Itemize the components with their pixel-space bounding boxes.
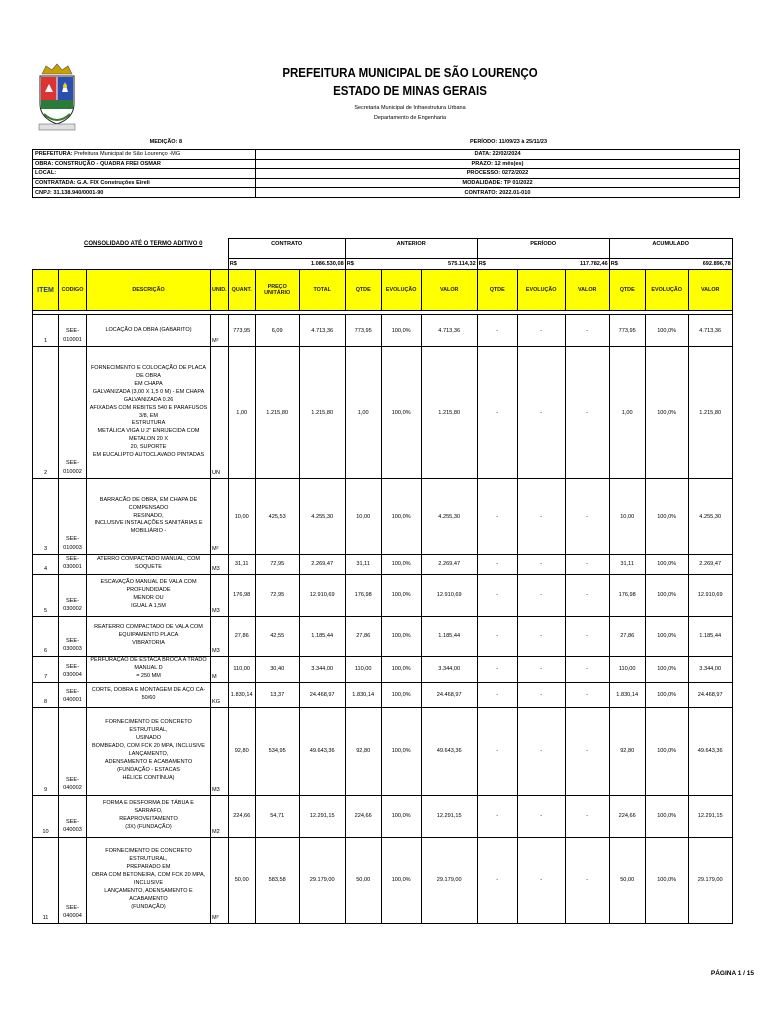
cell-codigo: SEE- 040004 [59,837,87,923]
cell-quant: 1.830,14 [228,682,255,707]
cell-acumulado-valor: 4.255,30 [688,479,732,555]
cell-total: 12.291,15 [299,795,345,837]
cell-descricao: LOCAÇÃO DA OBRA (GABARITO) [87,315,211,347]
cell-anterior-valor: 2.269,47 [421,555,477,575]
col-header-anterior-evolucao: EVOLUÇÃO [381,270,421,311]
cell-acumulado-qtde: 31,11 [609,555,645,575]
cell-unid: M [211,656,229,682]
cell-codigo: SEE- 010002 [59,347,87,479]
cell-total: 2.269,47 [299,555,345,575]
cell-codigo: SEE- 040001 [59,682,87,707]
col-header-codigo: CODIGO [59,270,87,311]
contrato-cell: CONTRATO: 2022.01-010 [256,188,740,198]
cell-acumulado-valor: 3.344,00 [688,656,732,682]
cell-quant: 1,00 [228,347,255,479]
cell-periodo-qtde: - [477,616,517,656]
group-anterior: ANTERIOR [345,239,477,259]
data-cell: DATA: 22/02/2024 [256,150,740,160]
modalidade-cell: MODALIDADE: TP 01/2022 [256,178,740,188]
cell-anterior-qtde: 1,00 [345,347,381,479]
group-periodo: PERÍODO [477,239,609,259]
cell-periodo-evolucao: - [517,656,565,682]
cell-total: 4.713,36 [299,315,345,347]
col-header-descricao: DESCRIÇÃO [87,270,211,311]
cell-item: 6 [33,616,59,656]
cell-anterior-evolucao: 100,0% [381,347,421,479]
cell-descricao: BARRACÃO DE OBRA, EM CHAPA DE COMPENSADO RESINADO, INCLUSIVE INSTALAÇÕES SANITÁRIAS E MOBILIÁRIO - [87,479,211,555]
cell-item: 11 [33,837,59,923]
cell-periodo-qtde: - [477,682,517,707]
cell-acumulado-evolucao: 100,0% [645,555,688,575]
cell-acumulado-evolucao: 100,0% [645,795,688,837]
cell-descricao: REATERRO COMPACTADO DE VALA COM EQUIPAMENTO PLACA VIBRATORIA [87,616,211,656]
cell-descricao: PERFURAÇÃO DE ESTACA BROCA A TRADO MANUAL D = 250 MM [87,656,211,682]
cell-acumulado-evolucao: 100,0% [645,682,688,707]
cell-descricao: ESCAVAÇÃO MANUAL DE VALA COM PROFUNDIDADE MENOR OU IGUAL A 1,5M [87,574,211,616]
cell-unid: KG [211,682,229,707]
cell-periodo-evolucao: - [517,574,565,616]
cell-preco-unitario: 1.215,80 [255,347,299,479]
cell-preco-unitario: 425,53 [255,479,299,555]
cell-periodo-valor: - [565,315,609,347]
cell-anterior-valor: 29.179,00 [421,837,477,923]
cell-acumulado-evolucao: 100,0% [645,707,688,795]
cell-quant: 10,00 [228,479,255,555]
cell-descricao: ATERRO COMPACTADO MANUAL, COM SOQUETE [87,555,211,575]
cell-periodo-evolucao: - [517,682,565,707]
total-contrato-currency: R$ [228,259,255,270]
cell-item: 3 [33,479,59,555]
col-header-anterior-qtde: QTDE [345,270,381,311]
cell-periodo-valor: - [565,795,609,837]
cell-item: 2 [33,347,59,479]
cell-item: 5 [33,574,59,616]
cell-preco-unitario: 42,55 [255,616,299,656]
table-row [33,616,733,656]
cell-anterior-qtde: 31,11 [345,555,381,575]
cell-codigo: SEE- 010001 [59,315,87,347]
cell-quant: 27,86 [228,616,255,656]
cell-periodo-valor: - [565,616,609,656]
table-row [33,555,733,575]
cell-acumulado-qtde: 92,80 [609,707,645,795]
table-row [33,347,733,479]
medicao-label: MEDIÇÃO: 8 [149,139,182,145]
cell-total: 1.215,80 [299,347,345,479]
col-header-acumulado-qtde: QTDE [609,270,645,311]
col-header-preco-unitario: PREÇO UNITÁRIO [255,270,299,311]
cell-acumulado-qtde: 50,00 [609,837,645,923]
cell-descricao: CORTE, DOBRA E MONTAGEM DE AÇO CA-50/60 [87,682,211,707]
cell-acumulado-qtde: 1.830,14 [609,682,645,707]
cell-periodo-qtde: - [477,574,517,616]
cell-unid: M² [211,315,229,347]
cell-acumulado-qtde: 10,00 [609,479,645,555]
cell-codigo: SEE- 010003 [59,479,87,555]
cell-item: 4 [33,555,59,575]
cell-total: 49.643,36 [299,707,345,795]
cell-periodo-qtde: - [477,347,517,479]
col-header-acumulado-evolucao: EVOLUÇÃO [645,270,688,311]
total-periodo-currency: R$ [477,259,517,270]
cell-acumulado-evolucao: 100,0% [645,574,688,616]
table-row [33,707,733,795]
col-header-periodo-valor: VALOR [565,270,609,311]
header-title-estado: ESTADO DE MINAS GERAIS [333,84,487,98]
col-header-acumulado-valor: VALOR [688,270,732,311]
col-header-anterior-valor: VALOR [421,270,477,311]
cell-acumulado-evolucao: 100,0% [645,616,688,656]
cell-periodo-evolucao: - [517,479,565,555]
cell-codigo: SEE- 030001 [59,555,87,575]
cell-descricao: FORNECIMENTO DE CONCRETO ESTRUTURAL, USINADO BOMBEADO, COM FCK 20 MPA, INCLUSIVE LANÇAMENTO, ADENSAMENTO E ACABAMENTO (FUNDAÇÃO - ESTACAS HÉLICE CONTÍNUA) [87,707,211,795]
cell-periodo-valor: - [565,479,609,555]
cell-anterior-qtde: 224,66 [345,795,381,837]
table-row [33,656,733,682]
cell-item: 9 [33,707,59,795]
cell-periodo-evolucao: - [517,555,565,575]
cell-periodo-qtde: - [477,656,517,682]
col-header-unid: UNID. [211,270,229,311]
cell-quant: 773,95 [228,315,255,347]
cell-anterior-evolucao: 100,0% [381,682,421,707]
cell-periodo-evolucao: - [517,347,565,479]
cell-periodo-qtde: - [477,707,517,795]
cell-acumulado-valor: 12.910,69 [688,574,732,616]
table-row [33,574,733,616]
cell-preco-unitario: 30,40 [255,656,299,682]
cell-anterior-evolucao: 100,0% [381,555,421,575]
cell-periodo-qtde: - [477,479,517,555]
obra-cell: OBRA: CONSTRUÇÃO - QUADRA FREI OSMAR [33,159,256,169]
cell-anterior-qtde: 176,98 [345,574,381,616]
consolidado-label: CONSOLIDADO ATÉ O TERMO ADITIVO 0 [84,241,203,247]
header-secretaria: Secretaria Municipal de Infraestrutura Urbana [354,105,466,111]
cell-quant: 31,11 [228,555,255,575]
cell-periodo-valor: - [565,682,609,707]
prazo-cell: PRAZO: 12 mês(es) [256,159,740,169]
cell-anterior-qtde: 92,80 [345,707,381,795]
cell-periodo-valor: - [565,656,609,682]
cell-anterior-valor: 1.215,80 [421,347,477,479]
cell-item: 10 [33,795,59,837]
cell-acumulado-valor: 1.215,80 [688,347,732,479]
col-header-item: ITEM [33,270,59,311]
cell-acumulado-qtde: 773,95 [609,315,645,347]
cell-anterior-evolucao: 100,0% [381,837,421,923]
cell-quant: 224,66 [228,795,255,837]
cell-periodo-valor: - [565,837,609,923]
cell-unid: M3 [211,555,229,575]
cell-periodo-evolucao: - [517,707,565,795]
cell-anterior-evolucao: 100,0% [381,707,421,795]
cell-acumulado-valor: 2.269,47 [688,555,732,575]
total-contrato: 1.086.530,08 [255,259,345,270]
processo-cell: PROCESSO: 0272/2022 [256,169,740,179]
cell-acumulado-evolucao: 100,0% [645,656,688,682]
column-header-row [33,270,733,311]
table-row [33,315,733,347]
cell-item: 1 [33,315,59,347]
cell-acumulado-valor: 49.643,36 [688,707,732,795]
cell-anterior-qtde: 10,00 [345,479,381,555]
cell-unid: M³ [211,837,229,923]
cell-unid: UN [211,347,229,479]
cell-acumulado-qtde: 176,98 [609,574,645,616]
measurement-table [32,238,733,924]
cell-quant: 50,00 [228,837,255,923]
cell-total: 12.910,69 [299,574,345,616]
cell-descricao: FORNECIMENTO DE CONCRETO ESTRUTURAL, PREPARADO EM OBRA COM BETONEIRA, COM FCK 20 MPA, INCLUSIVE LANÇAMENTO, ADENSAMENTO E ACABAMENTO (FUNDAÇÃO) [87,837,211,923]
group-contrato: CONTRATO [228,239,345,259]
cell-anterior-valor: 4.255,30 [421,479,477,555]
cell-preco-unitario: 54,71 [255,795,299,837]
cell-periodo-evolucao: - [517,795,565,837]
cell-anterior-valor: 24.468,97 [421,682,477,707]
table-row [33,795,733,837]
cell-anterior-qtde: 50,00 [345,837,381,923]
cell-periodo-valor: - [565,347,609,479]
cell-periodo-qtde: - [477,555,517,575]
cell-acumulado-valor: 29.179,00 [688,837,732,923]
cell-acumulado-evolucao: 100,0% [645,837,688,923]
group-acumulado: ACUMULADO [609,239,732,259]
cell-anterior-qtde: 773,95 [345,315,381,347]
cell-acumulado-valor: 1.185,44 [688,616,732,656]
cell-anterior-evolucao: 100,0% [381,479,421,555]
cell-acumulado-evolucao: 100,0% [645,315,688,347]
total-spacer [33,259,229,270]
cell-periodo-valor: - [565,707,609,795]
cell-codigo: SEE- 040002 [59,707,87,795]
cell-codigo: SEE- 040003 [59,795,87,837]
cell-quant: 110,00 [228,656,255,682]
municipal-coat-of-arms [36,62,78,132]
cell-periodo-qtde: - [477,315,517,347]
cell-anterior-evolucao: 100,0% [381,315,421,347]
cell-quant: 176,98 [228,574,255,616]
cell-anterior-qtde: 1.830,14 [345,682,381,707]
total-acumulado-currency: R$ [609,259,645,270]
cell-acumulado-qtde: 110,00 [609,656,645,682]
cell-acumulado-qtde: 27,86 [609,616,645,656]
header-departamento: Departamento de Engenharia [373,115,447,121]
col-header-total: TOTAL [299,270,345,311]
cell-periodo-valor: - [565,574,609,616]
cell-periodo-valor: - [565,555,609,575]
cell-descricao: FORMA E DESFORMA DE TÁBUA E SARRAFO, REAPROVEITAMENTO (3X) (FUNDAÇÃO) [87,795,211,837]
total-anterior-currency: R$ [345,259,381,270]
cell-periodo-qtde: - [477,837,517,923]
periodo-label: PERÍODO: 11/09/23 à 25/11/23 [470,139,548,145]
cell-periodo-qtde: - [477,795,517,837]
cell-preco-unitario: 534,95 [255,707,299,795]
col-header-periodo-qtde: QTDE [477,270,517,311]
page-number: PÁGINA 1 / 15 [710,970,754,977]
cell-preco-unitario: 13,37 [255,682,299,707]
cell-acumulado-valor: 24.468,97 [688,682,732,707]
cell-anterior-qtde: 110,00 [345,656,381,682]
cell-total: 1.185,44 [299,616,345,656]
cell-total: 24.468,97 [299,682,345,707]
cell-unid: M3 [211,707,229,795]
cell-preco-unitario: 6,09 [255,315,299,347]
cell-anterior-qtde: 27,86 [345,616,381,656]
cell-anterior-valor: 12.910,69 [421,574,477,616]
cell-anterior-valor: 3.344,00 [421,656,477,682]
cell-quant: 92,80 [228,707,255,795]
prefeitura-cell: PREFEITURA: Prefeitura Municipal de São Lourenço -MG [33,150,256,160]
table-row [33,479,733,555]
cell-descricao: FORNECIMENTO E COLOCAÇÃO DE PLACA DE OBRA EM CHAPA GALVANIZADA (3,00 X 1,5 0 M) - EM CHAPA GALVANIZADA 0.26 AFIXADAS COM REBITES 540 E PARAFUSOS 3/8, EM ESTRUTURA METÁLICA VIGA U 2" ENRIJECIDA COM METALON 20 X 20, SUPORTE EM EUCALIPTO AUTOCLAVADO PINTADAS [87,347,211,479]
cell-preco-unitario: 583,58 [255,837,299,923]
col-header-periodo-evolucao: EVOLUÇÃO [517,270,565,311]
total-periodo: 117.782,46 [517,259,609,270]
group-spacer [33,239,229,259]
cell-unid: M3 [211,574,229,616]
cell-anterior-valor: 12.291,15 [421,795,477,837]
cell-anterior-valor: 1.185,44 [421,616,477,656]
cell-acumulado-evolucao: 100,0% [645,479,688,555]
cnpj-cell: CNPJ: 31.138.940/0001-90 [33,188,256,198]
cell-preco-unitario: 72,95 [255,574,299,616]
cell-total: 29.179,00 [299,837,345,923]
total-acumulado: 692.896,78 [645,259,732,270]
header-title-prefeitura: PREFEITURA MUNICIPAL DE SÃO LOURENÇO [282,66,538,80]
cell-total: 4.255,30 [299,479,345,555]
cell-item: 7 [33,656,59,682]
cell-unid: M2 [211,795,229,837]
col-header-quant: QUANT. [228,270,255,311]
cell-total: 3.344,00 [299,656,345,682]
contratada-cell: CONTRATADA: G.A. FIX Construções Eireli [33,178,256,188]
cell-acumulado-valor: 4.713,36 [688,315,732,347]
cell-codigo: SEE- 030004 [59,656,87,682]
cell-periodo-evolucao: - [517,616,565,656]
cell-anterior-valor: 4.713,36 [421,315,477,347]
cell-unid: M3 [211,616,229,656]
cell-anterior-evolucao: 100,0% [381,616,421,656]
cell-periodo-evolucao: - [517,837,565,923]
table-row [33,682,733,707]
local-cell: LOCAL: [33,169,256,179]
cell-anterior-evolucao: 100,0% [381,574,421,616]
cell-codigo: SEE- 030002 [59,574,87,616]
cell-acumulado-evolucao: 100,0% [645,347,688,479]
cell-codigo: SEE- 030003 [59,616,87,656]
cell-acumulado-qtde: 224,66 [609,795,645,837]
cell-anterior-valor: 49.643,36 [421,707,477,795]
contract-info-table [32,149,740,198]
cell-acumulado-qtde: 1,00 [609,347,645,479]
cell-anterior-evolucao: 100,0% [381,656,421,682]
cell-acumulado-valor: 12.291,15 [688,795,732,837]
cell-periodo-evolucao: - [517,315,565,347]
total-anterior: 575.114,32 [381,259,477,270]
cell-preco-unitario: 72,95 [255,555,299,575]
table-row [33,837,733,923]
cell-anterior-evolucao: 100,0% [381,795,421,837]
cell-unid: M² [211,479,229,555]
cell-item: 8 [33,682,59,707]
